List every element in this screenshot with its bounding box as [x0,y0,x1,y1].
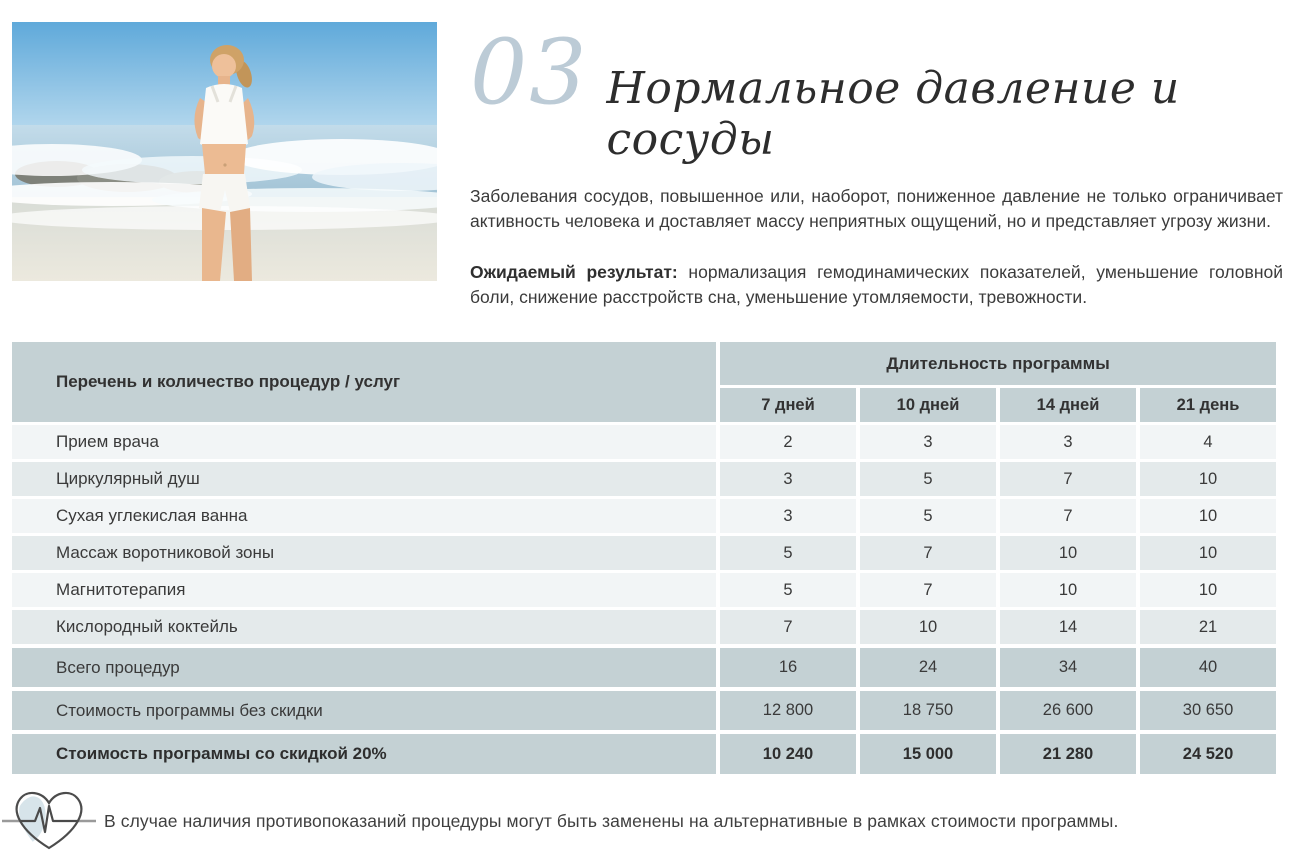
table-row [12,644,1276,687]
procedure-value-cell: 16 [716,644,856,687]
procedure-value-cell: 10 [996,570,1136,607]
procedure-value-cell: 7 [996,459,1136,496]
column-group-header-duration: Длительность программы [716,342,1276,388]
heart-pulse-icon [0,782,98,860]
table-row [12,730,1276,774]
procedure-value-cell: 12 800 [716,687,856,730]
expected-result-text: нормализация гемодинамических показателей, уменьшение головной боли, снижение расстройств сна, уменьшение утомляемости, тревожности. [470,262,1284,307]
procedure-name-cell: Всего процедур [12,644,716,687]
column-header-procedures: Перечень и количество процедур / услуг [12,342,716,422]
procedure-value-cell: 3 [996,422,1136,459]
procedure-value-cell: 21 280 [996,730,1136,774]
procedure-value-cell: 10 [996,533,1136,570]
procedure-value-cell: 24 520 [1136,730,1276,774]
procedure-name-cell: Прием врача [12,422,716,459]
table-row [12,496,1276,533]
footnote-text: В случае наличия противопоказаний процедуры могут быть заменены на альтернативные в рамках стоимости программы. [104,810,1119,831]
expected-result-paragraph [470,260,1283,310]
procedure-value-cell: 4 [1136,422,1276,459]
procedure-value-cell: 5 [856,496,996,533]
expected-result-label: Ожидаемый результат: [470,262,678,282]
procedure-value-cell: 10 [1136,570,1276,607]
procedure-value-cell: 21 [1136,607,1276,644]
table-row [12,570,1276,607]
procedure-value-cell: 14 [996,607,1136,644]
procedure-value-cell: 2 [716,422,856,459]
procedure-value-cell: 7 [856,570,996,607]
procedure-value-cell: 34 [996,644,1136,687]
section-header [470,20,1283,165]
intro-column [470,22,1283,310]
procedure-value-cell: 10 240 [716,730,856,774]
procedure-value-cell: 7 [856,533,996,570]
procedure-name-cell: Стоимость программы со скидкой 20% [12,730,716,774]
section-number: 03 [470,20,589,125]
column-header-10-days: 10 дней [856,388,996,422]
procedure-value-cell: 10 [1136,496,1276,533]
intro-paragraph: Заболевания сосудов, повышенное или, наоборот, пониженное давление не только ограничивает активность человека и доставляет массу неприятных ощущений, но и представляет угрозу жизни. [470,186,1283,231]
procedure-value-cell: 7 [716,607,856,644]
procedure-value-cell: 5 [856,459,996,496]
procedures-table-body [12,422,1276,774]
column-header-7-days: 7 дней [716,388,856,422]
table-row [12,687,1276,730]
page-title: Нормальное давление и сосуды [606,63,1180,165]
procedure-value-cell: 26 600 [996,687,1136,730]
column-header-14-days: 14 дней [996,388,1136,422]
table-row [12,607,1276,644]
column-header-21-days: 21 день [1136,388,1276,422]
procedure-value-cell: 10 [1136,533,1276,570]
procedure-name-cell: Стоимость программы без скидки [12,687,716,730]
table-header [12,342,1276,422]
procedure-name-cell: Магнитотерапия [12,570,716,607]
procedure-value-cell: 3 [716,496,856,533]
procedure-value-cell: 30 650 [1136,687,1276,730]
procedure-value-cell: 10 [1136,459,1276,496]
procedure-value-cell: 15 000 [856,730,996,774]
table-row [12,422,1276,459]
beach-scene-illustration [12,22,437,281]
procedure-name-cell: Сухая углекислая ванна [12,496,716,533]
procedure-value-cell: 5 [716,533,856,570]
footnote [0,782,1292,860]
table-row [12,533,1276,570]
procedure-name-cell: Кислородный коктейль [12,607,716,644]
procedure-value-cell: 10 [856,607,996,644]
procedure-value-cell: 7 [996,496,1136,533]
procedure-value-cell: 3 [716,459,856,496]
procedure-value-cell: 5 [716,570,856,607]
procedure-value-cell: 40 [1136,644,1276,687]
procedures-table [12,342,1276,774]
procedure-name-cell: Массаж воротниковой зоны [12,533,716,570]
beach-jogging-photo [12,22,437,281]
procedure-value-cell: 3 [856,422,996,459]
procedure-name-cell: Циркулярный душ [12,459,716,496]
procedure-value-cell: 24 [856,644,996,687]
procedure-value-cell: 18 750 [856,687,996,730]
table-row [12,459,1276,496]
top-section [0,0,1292,310]
